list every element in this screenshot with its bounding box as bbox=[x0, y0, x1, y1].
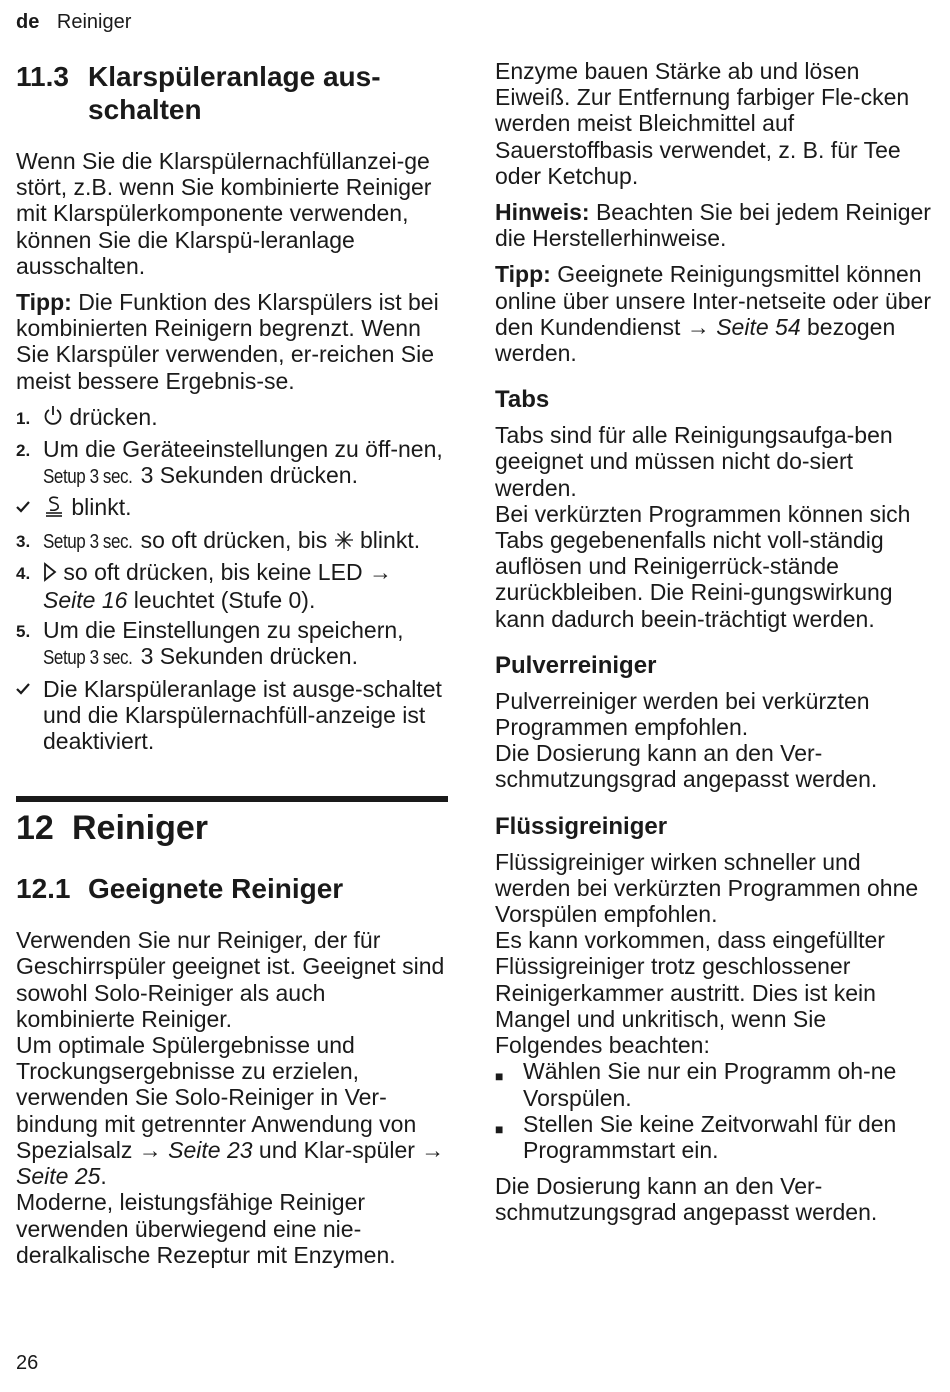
setup-button-label: Setup 3 sec. bbox=[43, 530, 133, 553]
step-3 bbox=[16, 527, 448, 555]
paragraph: Flüssigreiniger wirken schneller und werden bei verkürzten Programmen ohne Vorspülen empfohlen. bbox=[495, 848, 919, 928]
step-text-end: leuchtet (Stufe 0). bbox=[133, 587, 316, 614]
chapter-12-heading bbox=[16, 796, 448, 848]
step-text-end: blinkt. bbox=[360, 526, 421, 553]
page-reference-link[interactable]: Seite 25 bbox=[16, 1163, 101, 1190]
step-text: drücken. bbox=[69, 403, 158, 430]
tabs-heading: Tabs bbox=[495, 386, 550, 414]
step-text-end: 3 Sekunden drücken. bbox=[140, 643, 358, 670]
text: . bbox=[100, 1163, 107, 1190]
instruction-steps bbox=[16, 404, 448, 754]
paragraph: Die Dosierung kann an den Ver-schmutzungsgrad angepasst werden. bbox=[495, 1173, 878, 1226]
step-text: so oft drücken, bis bbox=[140, 526, 328, 553]
liquid-detergent-heading: Flüssigreiniger bbox=[495, 812, 668, 840]
step-text-end: 3 Sekunden drücken. bbox=[140, 462, 358, 489]
section-number: 11.3 bbox=[16, 61, 69, 92]
checkmark-icon bbox=[16, 494, 43, 522]
page-reference-link[interactable]: Seite 23 bbox=[168, 1136, 253, 1163]
intro-paragraph: Wenn Sie die Klarspülernachfüllanzei-ge stört, z.B. wenn Sie kombinierte Reiniger mit Klarspülerkomponente verwenden, können Sie die Klarspü-leranlage ausschalten. bbox=[16, 148, 432, 279]
result-text: blinkt. bbox=[71, 494, 132, 521]
page-reference-link[interactable]: Seite 16 bbox=[43, 587, 128, 614]
step-text: Um die Geräteeinstellungen zu öff-nen, bbox=[43, 436, 443, 463]
page-reference-link[interactable]: Seite 54 bbox=[716, 313, 801, 340]
right-column bbox=[495, 58, 935, 1236]
hint-text: Beachten Sie bei jedem Reiniger die Herstellerhinweise. bbox=[495, 199, 931, 252]
paragraph: Verwenden Sie nur Reiniger, der für Geschirrspüler geeignet ist. Geeignet sind sowohl Solo-Reiniger als auch kombinierte Reiniger. bbox=[16, 927, 445, 1032]
tip-paragraph bbox=[495, 261, 935, 366]
sparkle-icon bbox=[334, 529, 354, 555]
list-item-text: Wählen Sie nur ein Programm oh-ne Vorspülen. bbox=[523, 1058, 897, 1111]
rinse-aid-icon bbox=[43, 495, 65, 522]
section-title: Klarspüleranlage aus-schalten bbox=[88, 61, 381, 125]
hint-label: Hinweis: bbox=[495, 199, 590, 226]
paragraph: Moderne, leistungsfähige Reiniger verwenden überwiegend eine nie-deralkalische Rezeptur mit Enzymen. bbox=[16, 1189, 396, 1268]
step-number: 1. bbox=[16, 408, 31, 428]
arrow-glyph: → bbox=[368, 558, 392, 585]
paragraph: Bei verkürzten Programmen können sich Tabs gegebenenfalls nicht voll-ständig auflösen und Reinigerrück-stände zurückbleiben. Die Reini-gungswirkung kann dadurch beein-trächtigt werden. bbox=[495, 500, 911, 632]
header-section: Reiniger bbox=[56, 11, 132, 33]
arrow-glyph: → bbox=[138, 1136, 162, 1163]
tip-label: Tipp: bbox=[495, 261, 551, 288]
setup-button-label: Setup 3 sec. bbox=[43, 466, 133, 489]
power-icon bbox=[43, 405, 63, 432]
paragraph: Es kann vorkommen, dass eingefüllter Flüssigreiniger trotz geschlossener Reinigerkammer austritt. Dies ist kein Mangel und unkritisch, wenn Sie Folgendes beachten: bbox=[495, 927, 885, 1059]
paragraph bbox=[16, 1032, 448, 1189]
step-text: Um die Einstellungen zu speichern, bbox=[43, 617, 404, 644]
step-number: 3. bbox=[16, 531, 31, 551]
step-number: 4. bbox=[16, 563, 31, 583]
text: und Klar-spüler bbox=[258, 1136, 415, 1163]
tip-text: Geeignete Reinigungsmittel können online über unsere Inter-netseite oder über den Kundendienst bbox=[495, 261, 932, 340]
section-number: 12.1 bbox=[16, 873, 71, 905]
left-column bbox=[16, 60, 448, 1278]
list-item bbox=[495, 1058, 935, 1110]
step-number: 5. bbox=[16, 622, 31, 642]
bullet-square-icon: ■ bbox=[495, 1120, 504, 1137]
arrow-glyph: → bbox=[421, 1136, 445, 1163]
setup-button-label: Setup 3 sec. bbox=[43, 647, 133, 670]
paragraph: Pulverreiniger werden bei verkürzten Programmen empfohlen. bbox=[495, 687, 870, 741]
result-1 bbox=[16, 494, 448, 522]
step-5 bbox=[16, 617, 448, 671]
language-code: de bbox=[16, 11, 40, 33]
hint-paragraph bbox=[495, 199, 935, 251]
list-item bbox=[495, 1111, 935, 1163]
step-2 bbox=[16, 436, 448, 490]
bullet-list bbox=[495, 1058, 935, 1163]
step-text: so oft drücken, bis keine LED bbox=[63, 558, 363, 585]
step-number: 2. bbox=[16, 441, 31, 461]
arrow-glyph: → bbox=[686, 313, 710, 340]
section-12-1-heading bbox=[16, 872, 448, 905]
section-11-3-heading bbox=[16, 60, 448, 126]
step-1 bbox=[16, 404, 448, 432]
list-item-text: Stellen Sie keine Zeitvorwahl für den Programmstart ein. bbox=[523, 1110, 897, 1163]
chapter-number: 12 bbox=[16, 809, 54, 848]
paragraph: Die Dosierung kann an den Ver-schmutzungsgrad angepasst werden. bbox=[495, 740, 878, 793]
checkmark-icon bbox=[16, 676, 43, 755]
result-text: Die Klarspüleranlage ist ausge-schaltet und die Klarspülernachfüll-anzeige ist deaktiviert. bbox=[43, 675, 442, 755]
paragraph: Enzyme bauen Stärke ab und lösen Eiweiß. Zur Entfernung farbiger Fle-cken werden meist Bleichmittel auf Sauerstoffbasis verwendet, z. B. für Tee oder Ketchup. bbox=[495, 58, 910, 189]
tip-text: Die Funktion des Klarspülers ist bei kombinierten Reinigern begrenzt. Wenn Sie Klarspüler verwenden, er-reichen Sie meist bessere Ergebnis-se. bbox=[16, 289, 439, 394]
page-header bbox=[16, 10, 131, 34]
text: Um optimale Spülergebnisse und Trockungsergebnisse zu erzielen, verwenden Sie Solo-Reiniger in Ver-bindung mit getrennter Anwendung von Spezialsalz bbox=[16, 1032, 417, 1163]
page-number: 26 bbox=[16, 1352, 39, 1374]
tip-paragraph bbox=[16, 289, 448, 394]
chapter-title: Reiniger bbox=[72, 809, 209, 848]
paragraph: Tabs sind für alle Reinigungsaufga-ben geeignet und müssen nicht do-siert werden. bbox=[495, 422, 893, 501]
powder-detergent-heading: Pulverreiniger bbox=[495, 651, 657, 679]
play-triangle-icon bbox=[43, 561, 57, 587]
result-2 bbox=[16, 676, 448, 755]
section-title: Geeignete Reiniger bbox=[88, 873, 344, 905]
bullet-square-icon: ■ bbox=[495, 1068, 504, 1085]
tip-label: Tipp: bbox=[16, 289, 72, 316]
tip-text-end: bezogen werden. bbox=[495, 313, 896, 367]
step-4 bbox=[16, 559, 448, 613]
